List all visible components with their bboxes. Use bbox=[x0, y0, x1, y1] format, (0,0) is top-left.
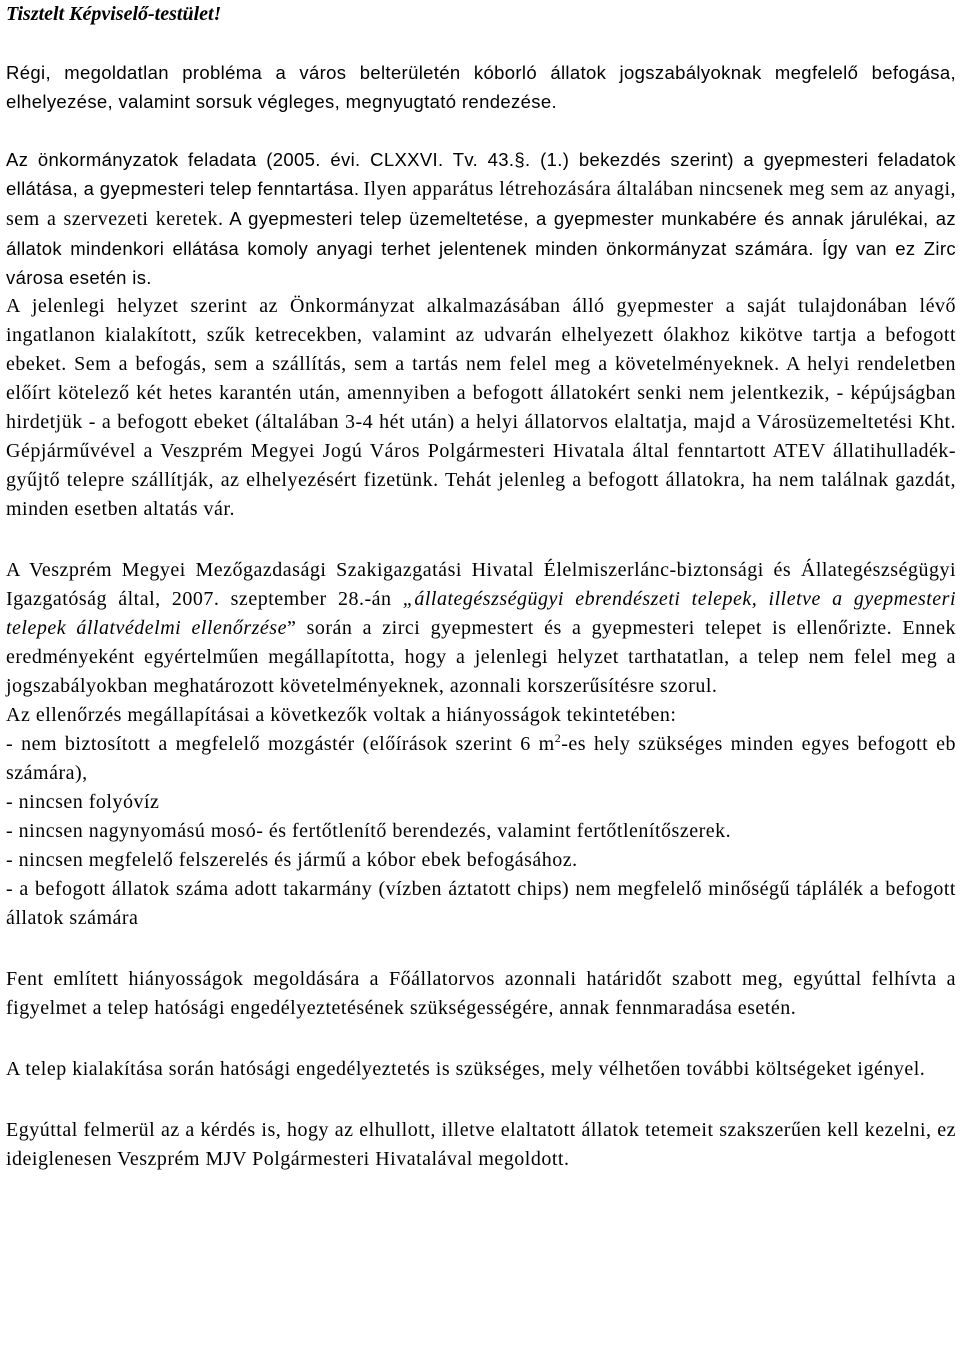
spacer bbox=[6, 933, 956, 965]
document-title: Tisztelt Képviselő-testület! bbox=[6, 3, 222, 25]
spacer bbox=[6, 524, 956, 556]
inspection-quote: „állategészségügyi ebrendészeti telepek, illetve a gyepmesteri telepek állatvédelmi ellenőrzése bbox=[6, 588, 956, 639]
paragraph-deadline: Fent említett hiányosságok megoldására a Főállatorvos azonnali határidőt szabott meg, egyúttal felhívta a figyelmet a telep hatósági engedélyeztetésének szükségességére, annak fennmaradása esetén. bbox=[6, 968, 956, 1019]
paragraph-permit: A telep kialakítása során hatósági engedélyeztetés is szükséges, mely vélhetően további költségeket igényel. bbox=[6, 1058, 926, 1080]
list-item bbox=[6, 730, 956, 788]
duties-apparatus-text: Ilyen apparátus létrehozására általában nincsenek meg sem az anyagi, sem a szervezeti keretek. bbox=[6, 178, 956, 230]
list-item: - nincsen nagynyomású mosó- és fertőtlenítő berendezés, valamint fertőtlenítőszerek. bbox=[6, 820, 732, 842]
document-page bbox=[6, 0, 956, 1174]
list-item-1-superscript: 2 bbox=[554, 731, 562, 745]
paragraph-inspection bbox=[6, 556, 956, 701]
paragraph-intro: Régi, megoldatlan probléma a város belterületén kóborló állatok jogszabályoknak megfelelő befogása, elhelyezése, valamint sorsuk végleges, megnyugtató rendezése. bbox=[6, 62, 956, 112]
paragraph-carcasses: Egyúttal felmerül az a kérdés is, hogy az elhullott, illetve elaltatott állatok tetemeit szakszerűen kell kezelni, ez ideiglenesen Veszprém MJV Polgármesteri Hivatalával megoldott. bbox=[6, 1119, 956, 1170]
paragraph-duties bbox=[6, 145, 956, 292]
duties-law-text: Az önkormányzatok feladata (2005. évi. CLXXVI. Tv. 43.§. (1.) bekezdés szerint) a gyepmesteri feladatok ellátása, a gyepmesteri telep fenntartása. bbox=[6, 149, 956, 199]
spacer bbox=[6, 29, 956, 58]
list-item: - nincsen megfelelő felszerelés és jármű a kóbor ebek befogásához. bbox=[6, 849, 578, 871]
list-item: - a befogott állatok száma adott takarmány (vízben áztatott chips) nem megfelelő minőségű táplálék a befogott állatok számára bbox=[6, 878, 956, 929]
spacer bbox=[6, 116, 956, 145]
inspection-text-a: A Veszprém Megyei Mezőgazdasági Szakigazgatási Hivatal Élelmiszerlánc-biztonsági és Állategészségügyi Igazgatóság által, 2007. szeptember 28.-án bbox=[6, 559, 956, 610]
spacer bbox=[6, 1023, 956, 1055]
inspection-text-b: ” során a zirci gyepmestert és a gyepmesteri telepet is ellenőrizte. Ennek eredményeként egyértelműen megállapította, hogy a jelenlegi helyzet tarthatatlan, a telep nem felel meg a jogszabályokban meghatározott követelményeknek, azonnali korszerűsítésre szorul. bbox=[6, 617, 957, 697]
paragraph-findings-intro: Az ellenőrzés megállapításai a következők voltak a hiányosságok tekintetében: bbox=[6, 704, 677, 726]
list-item-1-text-b: -es hely szükséges minden egyes befogott eb számára), bbox=[6, 733, 956, 784]
duties-cost-text: A gyepmesteri telep üzemeltetése, a gyepmester munkabére és annak járulékai, az állatok mindenkori ellátása komoly anyagi terhet jelentenek minden önkormányzat számára. Így van ez Zirc városa esetén is. bbox=[6, 208, 956, 288]
spacer bbox=[6, 1084, 956, 1116]
list-item-1-text-a: - nem biztosított a megfelelő mozgástér (előírások szerint 6 m bbox=[6, 733, 555, 755]
list-item: - nincsen folyóvíz bbox=[6, 791, 160, 813]
paragraph-current-situation: A jelenlegi helyzet szerint az Önkormányzat alkalmazásában álló gyepmester a saját tulajdonában lévő ingatlanon kialakított, szűk ketrecekben, valamint az udvarán elhelyezett ólakhoz kikötve tartja a befogott ebeket. Sem a befogás, sem a szállítás, sem a tartás nem felel meg a követelményeknek. A helyi rendeletben előírt kötelező két hetes karantén után, amennyiben a befogott állatokért senki nem jelentkezik, - képújságban hirdetjük - a befogott ebeket (általában 3-4 hét után) a helyi állatorvos elaltatja, majd a Városüzemeltetési Kht. Gépjárművével a Veszprém Megyei Jogú Város Polgármesteri Hivatala által fenntartott ATEV állatihulladék-gyűjtő telepre szállítják, az elhelyezésért fizetünk. Tehát jelenleg a befogott állatokra, ha nem találnak gazdát, minden esetben altatás vár. bbox=[6, 295, 956, 520]
